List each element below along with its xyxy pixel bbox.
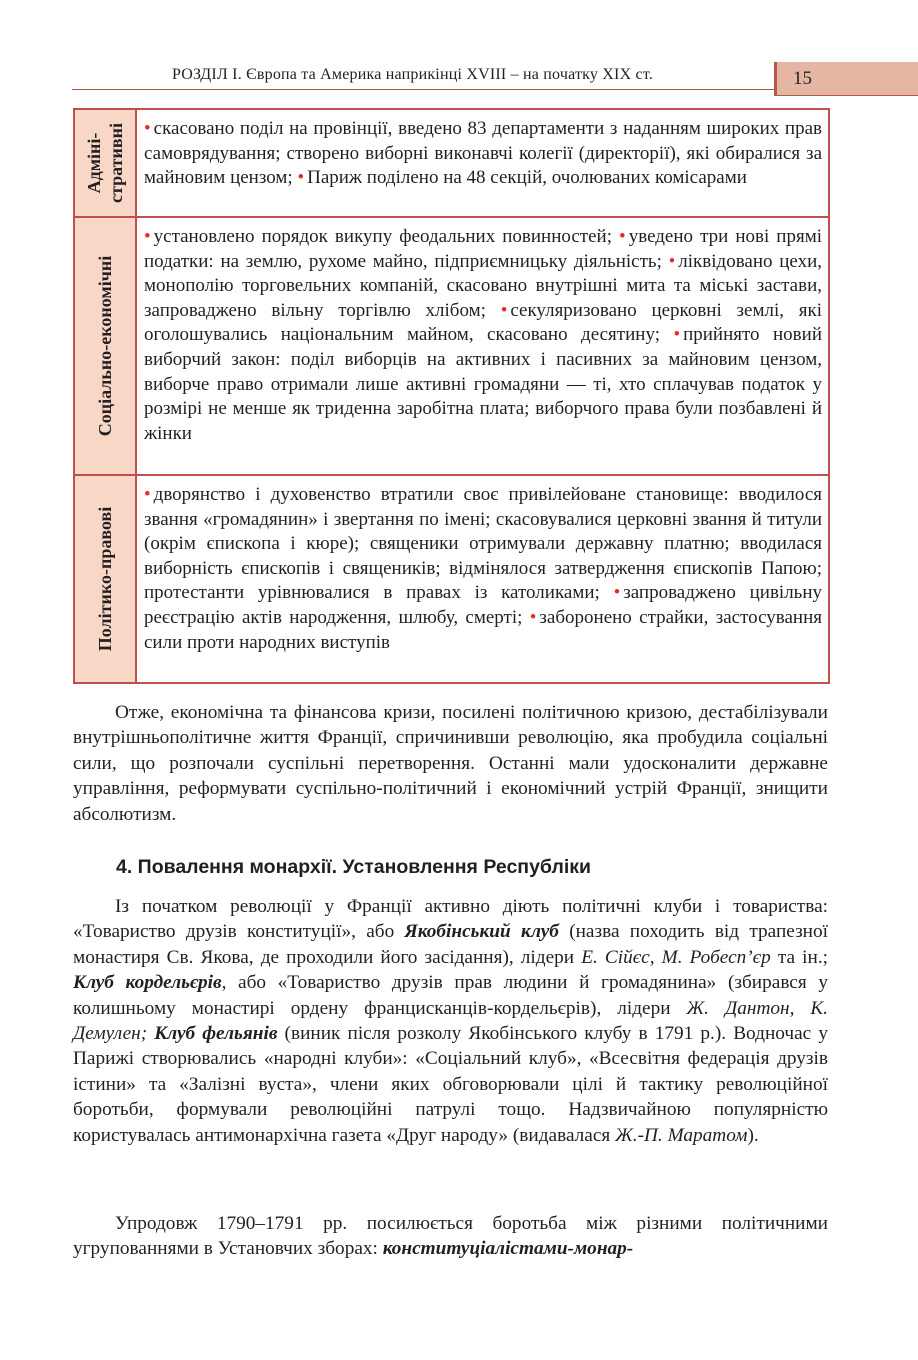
category-label-socio-economic: Соціально-економічні: [95, 255, 115, 437]
paragraph-clubs: [73, 894, 828, 1148]
content-cell-administrative: [136, 109, 829, 217]
bullet-icon: •: [500, 299, 508, 321]
person-names: Е. Сійєс, М. Робесп’єр: [581, 946, 771, 968]
bullet-icon: •: [144, 226, 151, 247]
page-number-tab: [774, 62, 918, 96]
header-rule: [72, 89, 774, 90]
section-heading: 4. Повалення монархії. Установлення Республіки: [116, 856, 592, 878]
content-cell-political-legal: [136, 475, 829, 683]
term-jacobin-club: Якобінський клуб: [404, 921, 559, 943]
term-cordeliers-club: Клуб кордельєрів: [73, 972, 222, 994]
person-name: Ж.-П. Маратом: [615, 1124, 748, 1146]
table-item: ліквідовано цехи, монополію торговельних компаній, скасовано внутрішні мита та міські застави, запроваджено вільну торгівлю хлібом;: [144, 250, 823, 321]
term-feuillants-club: Клуб фельянів: [154, 1023, 278, 1045]
category-label-political-legal: Політико-правові: [95, 506, 115, 652]
table-row-political-legal: [74, 475, 829, 683]
text-run: (виник після розколу Якобінського клубу в 1791 р.). Водночас у Парижі створювались «народні клуби»: «Соціальний клуб», «Всесвітня федерація друзів істини» та «Залізні вуста», члени яких обговорювали цілі й тактику революційної боротьби, формували революційні патрулі тощо. Надзвичайною популярністю користувалась антимонархічна газета «Друг народу» (видавалася: [73, 1023, 828, 1146]
reforms-table: [73, 108, 830, 684]
content-cell-socio-economic: [136, 217, 829, 475]
table-row-administrative: [74, 109, 829, 217]
paragraph-struggle: [73, 1211, 828, 1262]
term-constitutionalists: конституціалістами-монар-: [382, 1238, 634, 1260]
table-row-socio-economic: [74, 217, 829, 475]
bullet-icon: •: [673, 324, 681, 346]
text-run: Із початком революції у Франції активно діють політичні клуби і товариства: «Товариство друзів конституції», або: [73, 896, 828, 943]
category-cell-socio-economic: [74, 217, 136, 475]
text-run: (назва походить від трапезної монастиря Св. Якова, де проходили його засідання), лідери: [73, 921, 829, 968]
table-item: уведено три нові прямі податки: на землю, рухоме майно, підприємницьку діяльність;: [144, 226, 822, 272]
bullet-icon: •: [297, 167, 305, 189]
bullet-icon: •: [613, 582, 621, 604]
page-number: 15: [793, 68, 812, 89]
text-run: , або «Товариство друзів прав людини й громадянина» (збирався у колишньому монастирі ордену францисканців-кордельєрів), лідери: [73, 972, 829, 1019]
table-item: скасовано поділ на провінції, введено 83 департаменти з наданням широких прав самоврядування; створено виборні виконавчі колегії (директорії), які обиралися за майновим цензом;: [144, 118, 822, 189]
category-label-line1: Адміні-: [84, 132, 104, 194]
table-item: заборонено страйки, застосування сили проти народних виступів: [144, 606, 823, 653]
category-cell-political-legal: [74, 475, 136, 683]
bullet-icon: •: [144, 484, 151, 505]
text-run: та ін.;: [770, 946, 828, 968]
bullet-icon: •: [144, 118, 151, 139]
bullet-icon: •: [668, 250, 676, 272]
text-run: ).: [747, 1124, 759, 1146]
table-item: прийнято новий виборчий закон: поділ виборців на активних і пасивних за майновим цензом, виборче право отримали лише активні громадяни — ті, хто сплачував податок у розмірі не менше як триденна заробітна плата; виборчого права були позбавлені й жінки: [144, 324, 822, 444]
running-header-title: РОЗДІЛ І. Європа та Америка наприкінці XVIII – на початку ХІХ ст.: [172, 66, 654, 83]
page-header: [72, 62, 918, 102]
category-cell-administrative: [74, 109, 136, 217]
table-item: установлено порядок викупу феодальних повинностей;: [153, 226, 612, 247]
bullet-icon: •: [619, 226, 626, 247]
table-item: Париж поділено на 48 секцій, очолюваних комісарами: [307, 167, 747, 189]
bullet-icon: •: [529, 606, 537, 628]
category-label-line2: стративні: [106, 123, 126, 203]
text-run: Упродовж 1790–1791 рр. посилюється боротьба між різними політичними угрупованнями в Установчих зборах:: [73, 1213, 828, 1260]
table-item: секуляризовано церковні землі, які оголошувались національним майном, скасовано десятину;: [144, 299, 823, 346]
paragraph-conclusion: Отже, економічна та фінансова кризи, посилені політичною кризою, дестабілізували внутрішньополітичне життя Франції, спричинивши революцію, яка пробудила соціальні сили, що розпочали суспільні перетворення. Останні мали удосконалити державне управління, реформувати суспільно-політичний і економічний устрій Франції, знищити абсолютизм.: [73, 702, 828, 825]
table-item: запроваджено цивільну реєстрацію актів народження, шлюбу, смерті;: [144, 582, 823, 628]
category-label-administrative: [83, 123, 127, 203]
table-item: дворянство і духовенство втратили своє привілейоване становище: вводилося звання «громадянин» і звертання по імені; скасовувалися церковні звання й титули (окрім єпископа і кюре); священики отримували державну платню; вводилася виборність єпископів і священиків; відмінялося затвердження єпископів Папою; протестанти урівнювалися в правах із католиками;: [144, 484, 822, 604]
person-names: Ж. Дантон, К. Демулен;: [73, 997, 828, 1045]
